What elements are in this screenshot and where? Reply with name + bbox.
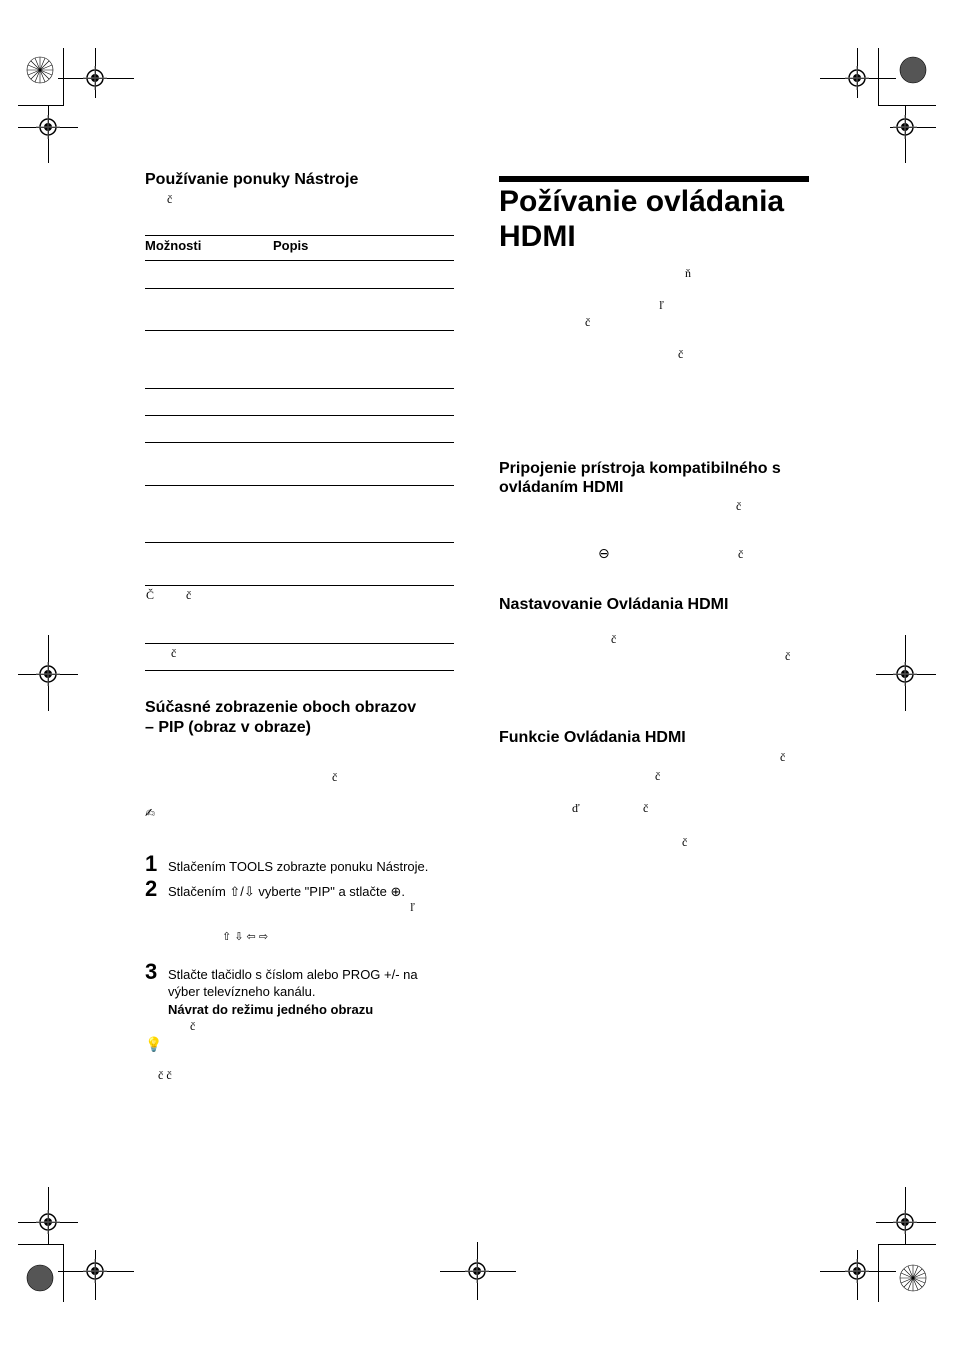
setup-heading: Nastavovanie Ovládania HDMI: [499, 596, 729, 613]
connect-glyph: č: [738, 547, 744, 561]
page-title-line1: Požívanie ovládania: [499, 185, 785, 218]
setup-glyph: č: [611, 632, 617, 646]
tip-icon: 💡: [145, 1036, 163, 1052]
functions-glyph: č: [655, 769, 661, 783]
title-rule: [499, 176, 809, 182]
tools-intro-glyph: č: [167, 192, 173, 206]
table-row-glyph-a: Č: [146, 588, 155, 602]
tip-glyphs: č č: [158, 1068, 172, 1082]
table-row-glyph-b: č: [186, 588, 192, 602]
intro-glyph: č: [678, 347, 684, 361]
functions-glyph: č: [682, 835, 688, 849]
connect-heading-line1: Pripojenie prístroja kompatibilného s: [499, 460, 781, 477]
step-number: 3: [145, 959, 158, 984]
page-title-line2: HDMI: [499, 220, 576, 253]
setup-glyph: č: [785, 649, 791, 663]
functions-glyph: č: [780, 750, 786, 764]
table-header-description: Popis: [273, 238, 309, 253]
arrow-keys-icon: ⇧ ⇩ ⇦ ⇨: [222, 931, 269, 943]
pip-glyph: č: [332, 770, 338, 784]
step-text: Stlačením TOOLS zobrazte ponuku Nástroje.: [168, 859, 429, 874]
return-glyph: č: [190, 1019, 196, 1033]
step-number: 1: [145, 851, 158, 876]
intro-glyph: č: [585, 315, 591, 329]
intro-glyph: ľ: [659, 298, 664, 312]
pip-heading-line1: Súčasné zobrazenie oboch obrazov: [145, 699, 417, 716]
input-icon: ⊖: [598, 545, 610, 561]
note-icon: ✍: [145, 806, 156, 820]
step-text-line2: výber televízneho kanálu.: [168, 984, 316, 999]
pip-heading-line2: – PIP (obraz v obraze): [145, 719, 311, 736]
intro-glyph: ň: [685, 266, 691, 280]
table-header-options: Možnosti: [145, 238, 202, 253]
tools-heading: Používanie ponuky Nástroje: [145, 171, 359, 188]
step-text: Stlačením ⇧/⇩ vyberte "PIP" a stlačte ⊕.: [168, 884, 405, 899]
functions-glyph: č: [643, 801, 649, 815]
connect-heading-line2: ovládaním HDMI: [499, 479, 624, 496]
return-heading: Návrat do režimu jedného obrazu: [168, 1002, 374, 1017]
step-number: 2: [145, 876, 158, 901]
functions-heading: Funkcie Ovládania HDMI: [499, 729, 686, 746]
step-text-line1: Stlačte tlačidlo s číslom alebo PROG +/- na: [168, 967, 418, 982]
functions-glyph: ď: [572, 801, 580, 815]
connect-glyph: č: [736, 499, 742, 513]
table-row-glyph-c: č: [171, 646, 177, 660]
step-glyph: ľ: [410, 900, 415, 914]
